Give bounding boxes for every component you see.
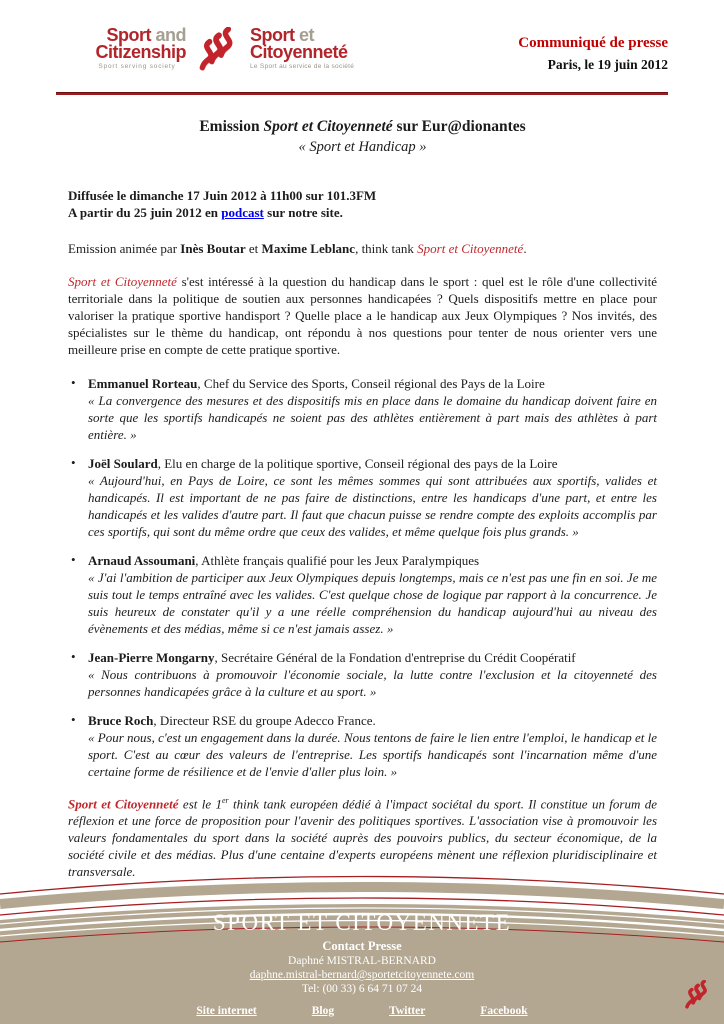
brand-mention: Sport et Citoyenneté [68, 796, 179, 812]
speaker-name: Bruce Roch [88, 713, 154, 728]
speaker-heading [88, 455, 657, 472]
press-meta [518, 27, 668, 73]
speaker-role: , Athlète français qualifié pour les Jeux Paralympiques [195, 553, 480, 568]
speaker-heading [88, 712, 657, 729]
blog-link[interactable]: Blog [311, 1005, 335, 1017]
header [0, 0, 724, 82]
footer [0, 874, 724, 1024]
logo-word: et [299, 25, 315, 45]
footer-org-name: SPORT ET CITOYENNETE [212, 910, 512, 935]
footer-phone: Tel: (00 33) 6 64 71 07 24 [301, 983, 423, 995]
speaker-name: Arnaud Assoumani [88, 553, 196, 568]
host-line [68, 240, 657, 257]
footer-email-link[interactable]: daphne.mistral-bernard@sportetcitoyennete.com [249, 969, 475, 981]
speaker-heading [88, 375, 657, 392]
site-internet-link[interactable]: Site internet [196, 1005, 257, 1017]
lead-text: s'est intéressé à la question du handicap dans le sport : quel est le rôle d'une collectivité territoriale dans la politique de soutien aux personnes handicapées ? Quels dispositifs mettre en place pour valoriser la pratique sportive handisport ? Quelle place a le handicap aux Jeux Olympiques ? Nos invités, des spécialistes sur le thème du handicap, ont répondu à nos questions pour tenter de nous orienter vers une meilleure prise en compte de cette pratique sportive. [68, 274, 657, 357]
list-item [68, 649, 657, 700]
speakers-list [68, 375, 657, 780]
logo-word: and [155, 25, 186, 45]
broadcast-info [68, 187, 657, 221]
title-text: sur Eur@dionantes [392, 118, 526, 135]
press-date: Paris, le 19 juin 2012 [547, 57, 668, 72]
about-text: est le 1 [178, 796, 222, 812]
footer-links [0, 1005, 724, 1017]
logo-word: Citizenship [95, 41, 186, 62]
sss-swoosh-icon [684, 980, 712, 1018]
logo-word: Sport [250, 25, 295, 45]
document-title [68, 117, 657, 137]
host-text: et [245, 241, 262, 256]
footer-contact-name: Daphné MISTRAL-BERNARD [288, 955, 436, 967]
speaker-name: Emmanuel Rorteau [88, 376, 198, 391]
footer-content [0, 910, 724, 1017]
header-rule [56, 92, 668, 95]
list-item [68, 552, 657, 637]
speaker-quote: « La convergence des mesures et des dispositifs mis en place dans le domaine du handicap doivent faire en sorte que les sportifs handicapés ne soient pas des athlètes entièrement à part mais des athlètes à part entière. » [88, 393, 657, 442]
logo-tagline: Le Sport au service de la société [250, 63, 355, 71]
list-item [68, 712, 657, 780]
document-subtitle: « Sport et Handicap » [298, 139, 427, 155]
broadcast-line1: Diffusée le dimanche 17 Juin 2012 à 11h00 sur 101.3FM [68, 188, 377, 203]
logo-word: Sport [106, 25, 151, 45]
about-text: think tank européen dédié à l'impact sociétal du sport. Il constitue un forum de réflexion et une force de proposition pour l'avenir des politiques sportives. L'association vise à promouvoir les valeurs fondamentales du sport dans la société auprès des pouvoirs publics, du secteur économique, de la société civile et des médias. Plus d'une centaine d'experts européens mènent une réflexion pluridisciplinaire et transversale. [68, 796, 657, 880]
speaker-role: , Secrétaire Général de la Fondation d'entreprise du Crédit Coopératif [214, 650, 576, 665]
logo-sport-and-citizenship [88, 27, 186, 70]
brand-mention: Sport et Citoyenneté [417, 241, 524, 256]
speaker-quote: « Pour nous, c'est un engagement dans la durée. Nous tentons de faire le lien entre l'emploi, le handicap et le sport. C'est au cœur des valeurs de l'entreprise. Les sportifs handicapés sont l'incarnation même d'une certaine forme de résilience et de l'envie d'aller plus loin. » [88, 730, 657, 779]
document-body [0, 117, 724, 880]
footer-contact-label: Contact Presse [322, 939, 402, 953]
podcast-link[interactable]: podcast [221, 205, 264, 220]
sss-swoosh-icon [198, 27, 240, 82]
speaker-heading [88, 649, 657, 666]
host-text: , think tank [355, 241, 418, 256]
title-brand: Sport et Citoyenneté [263, 118, 393, 135]
list-item [68, 455, 657, 540]
press-release-label: Communiqué de presse [518, 35, 668, 51]
speaker-quote: « Nous contribuons à promouvoir l'économie sociale, la lutte contre l'exclusion et la citoyenneté des personnes handicapées grâce à la culture et au sport. » [88, 667, 657, 699]
about-paragraph [68, 792, 657, 880]
brand-mention: Sport et Citoyenneté [68, 274, 177, 289]
logo-sport-et-citoyennete [250, 27, 400, 70]
logo-tagline: Sport serving society [98, 63, 176, 71]
broadcast-text: A partir du 25 juin 2012 en [68, 205, 222, 220]
list-item [68, 375, 657, 443]
logo-word: Citoyenneté [250, 41, 348, 62]
title-text: Emission [199, 118, 264, 135]
twitter-link[interactable]: Twitter [389, 1005, 426, 1017]
superscript: er [221, 796, 229, 805]
host-text: Emission animée par [68, 241, 181, 256]
speaker-role: , Chef du Service des Sports, Conseil régional des Pays de la Loire [197, 376, 545, 391]
lead-paragraph [68, 273, 657, 358]
speaker-role: , Directeur RSE du groupe Adecco France. [153, 713, 376, 728]
speaker-quote: « J'ai l'ambition de participer aux Jeux Olympiques depuis longtemps, mais ce n'est pas une fin en soi. Je me suis tout le temps entraîné avec les valides. C'est quelque chose de logique par rapport à la concurrence. Je suis heureux de constater qu'il y a une réelle compréhension du handicap aujourd'hui au niveau des évènements et des médias, même si ce n'est jamais assez. » [88, 570, 657, 636]
host-text: . [523, 241, 527, 256]
broadcast-text: sur notre site. [263, 205, 343, 220]
facebook-link[interactable]: Facebook [480, 1005, 528, 1017]
host-name: Inès Boutar [180, 241, 246, 256]
host-name: Maxime Leblanc [261, 241, 356, 256]
speaker-name: Joël Soulard [88, 456, 158, 471]
broadcast-line2 [68, 204, 657, 221]
speaker-name: Jean-Pierre Mongarny [88, 650, 215, 665]
speaker-quote: « Aujourd'hui, en Pays de Loire, ce sont les mêmes sommes qui sont attribuées aux sportifs, valides et handicapés. Il est important de ne pas faire de distinctions, entre les handicaps d'une part, et entre les handicapés et les valides d'autre part. Il faut que chacun puisse se rendre compte des exploits accomplis par ces sportifs, qui sont du même ordre que ceux des valides, et même quelque fois plus grands. » [88, 473, 657, 539]
speaker-heading [88, 552, 657, 569]
speaker-role: , Elu en charge de la politique sportive, Conseil régional des pays de la Loire [157, 456, 558, 471]
